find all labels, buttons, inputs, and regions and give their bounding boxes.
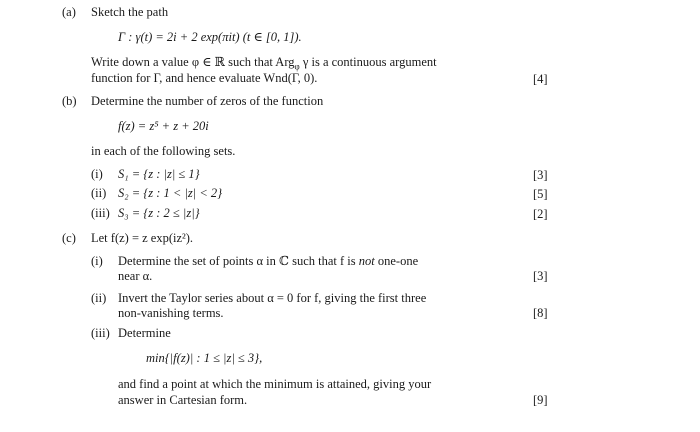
part-b-function: f(z) = z⁵ + z + 20i [118,119,209,133]
part-b-item-2-num: (ii) [91,186,107,200]
part-c-iii-line1: and find a point at which the minimum is attained, giving your [118,377,432,391]
part-b-sets-intro: in each of the following sets. [91,144,236,158]
part-b-item-1-text: S₁ = {z : |z| ≤ 1} [118,167,200,181]
part-a-label: (a) [62,5,76,19]
part-b-item-1-mark: [3] [533,168,548,182]
part-a-heading: Sketch the path [91,5,169,19]
part-b-item-2-text: S₂ = {z : 1 < |z| < 2} [118,186,223,200]
part-b-item-1-num: (i) [91,167,103,181]
part-c-ii-mark: [8] [533,306,548,320]
part-c-i-emphasis: not [358,254,375,268]
part-c-i-line1-post: one-one [374,254,419,268]
part-c-i-line2: near α. [118,269,153,283]
part-c-i-num: (i) [91,254,103,268]
part-c-ii-line2: non-vanishing terms. [118,306,224,320]
part-b-item-3-text: S₃ = {z : 2 ≤ |z|} [118,206,200,220]
part-c-heading: Let f(z) = z exp(iz²). [91,231,194,245]
part-a-path-equation: Γ : γ(t) = 2i + 2 exp(πit) (t ∈ [0, 1]). [118,30,302,44]
part-c-label: (c) [62,231,76,245]
part-c-iii-heading: Determine [118,326,171,340]
part-c-ii-num: (ii) [91,291,107,305]
part-c-iii-num: (iii) [91,326,110,340]
part-c-i-line1 [118,254,418,269]
part-b-item-3-mark: [2] [533,207,548,221]
part-b-item-3-num: (iii) [91,206,110,220]
part-a-text-line1-start: Write down a value φ ∈ ℝ such that Arg [91,55,295,69]
part-a-text-line2: function for Γ, and hence evaluate Wnd(Γ, 0). [91,71,318,85]
part-b-heading: Determine the number of zeros of the function [91,94,324,108]
part-c-iii-line2: answer in Cartesian form. [118,393,248,407]
part-c-i-mark: [3] [533,269,548,283]
part-a-arg-subscript: φ [294,61,300,72]
part-b-item-2-mark: [5] [533,187,548,201]
part-a-text-line1-rest: γ is a continuous argument [299,55,437,69]
part-c-iii-min-expression: min{|f(z)| : 1 ≤ |z| ≤ 3}, [146,351,263,365]
part-c-iii-mark: [9] [533,393,548,407]
part-a-mark: [4] [533,72,548,86]
part-b-label: (b) [62,94,77,108]
part-c-i-line1-pre: Determine the set of points α in ℂ such that f is [118,254,359,268]
part-c-ii-line1: Invert the Taylor series about α = 0 for f, giving the first three [118,291,427,305]
